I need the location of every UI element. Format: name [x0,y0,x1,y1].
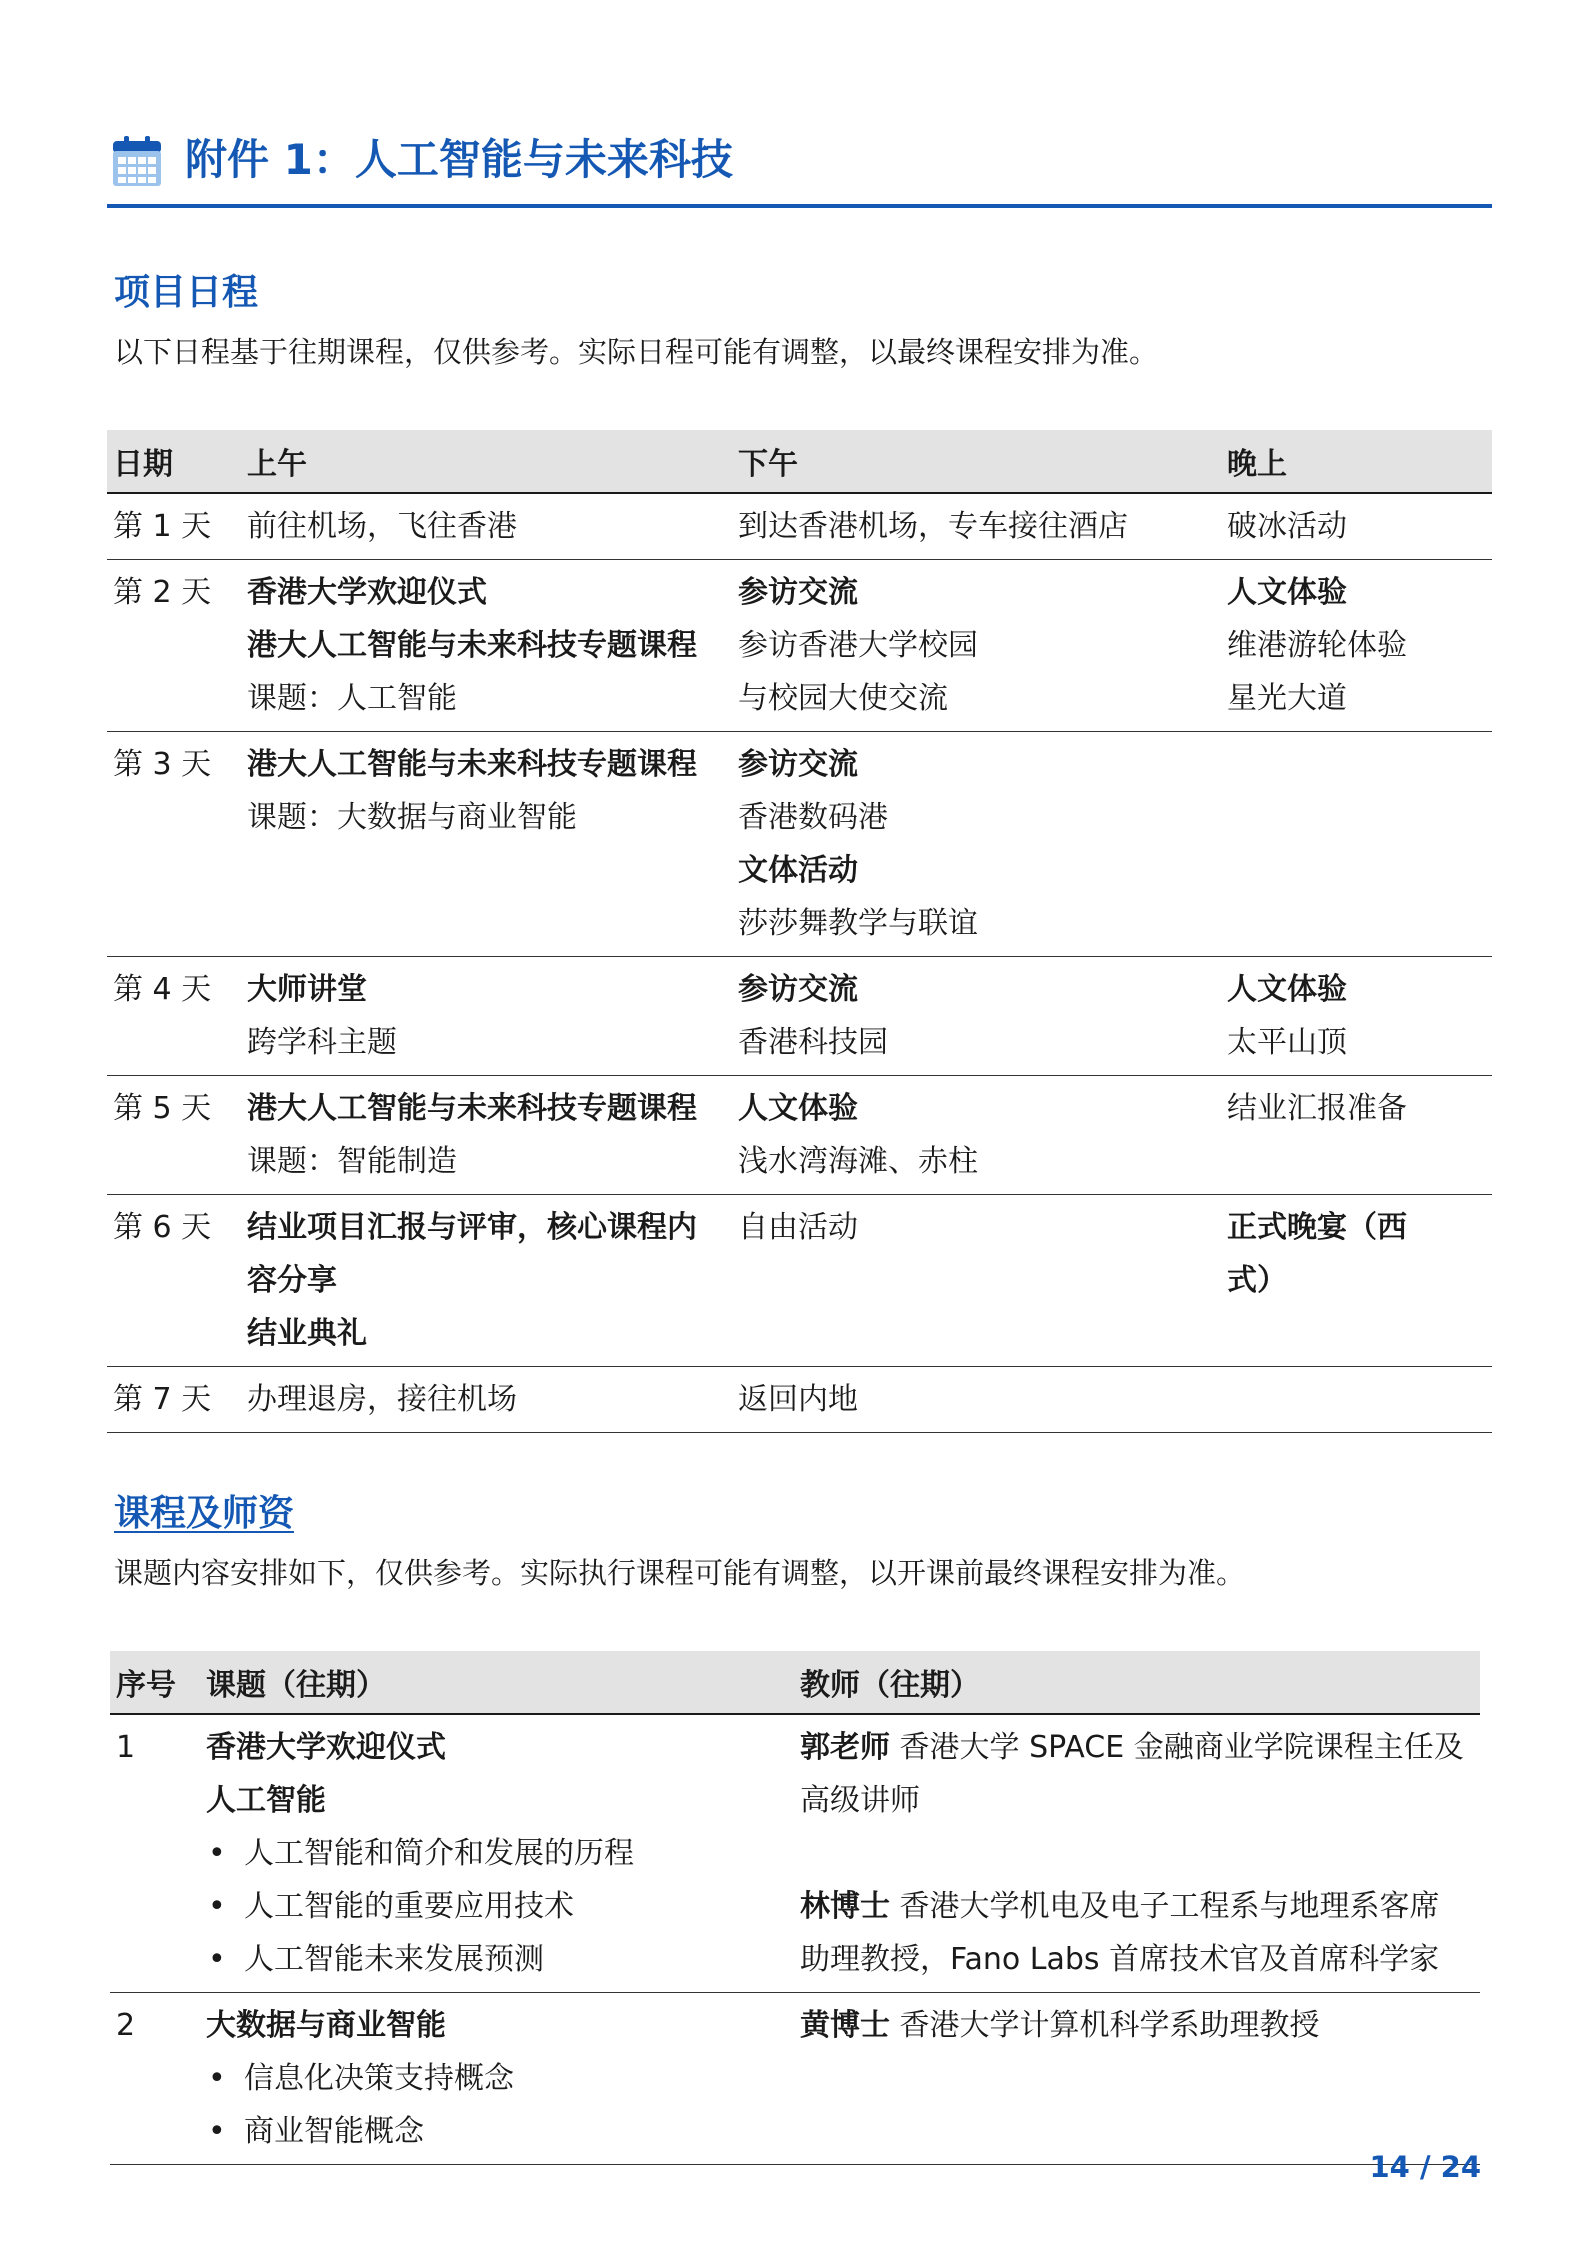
schedule-row [107,1195,1492,1367]
teacher-line [800,1999,1480,2052]
schedule-row [107,957,1492,1076]
schedule-entry: 课题：智能制造 [247,1144,457,1179]
course-teacher-cell [794,1714,1480,1993]
page-title: 附件 1：人工智能与未来科技 [185,135,733,184]
schedule-day-cell: 第 7 天 [107,1367,241,1433]
schedule-entry: 正式晚宴（西 [1227,1210,1407,1245]
calendar-icon [113,136,161,186]
schedule-section-title: 项目日程 [114,272,259,313]
schedule-table [107,430,1492,1433]
course-number-cell: 2 [110,1993,200,2165]
teacher-name: 郭老师 [800,1730,890,1765]
schedule-evening-cell [1221,1076,1492,1195]
schedule-afternoon-cell [732,493,1221,560]
schedule-morning-cell [241,1195,732,1367]
schedule-row [107,560,1492,732]
col-header-date: 日期 [107,430,241,493]
schedule-entry: 到达香港机场，专车接往酒店 [738,509,1128,544]
schedule-entry: 香港数码港 [738,800,888,835]
schedule-entry: 太平山顶 [1227,1025,1347,1060]
course-number-cell: 1 [110,1714,200,1993]
schedule-header-row [107,430,1492,493]
schedule-entry: 参访交流 [738,972,858,1007]
schedule-entry: 人文体验 [1227,972,1347,1007]
schedule-entry: 参访交流 [738,575,858,610]
teacher-line [800,1774,1480,1827]
course-bullet-list [206,1827,794,1986]
schedule-row [107,1076,1492,1195]
header-divider [107,204,1492,208]
schedule-entry: 课题：人工智能 [247,681,457,716]
schedule-evening-cell [1221,560,1492,732]
teacher-description: 助理教授，Fano Labs 首席技术官及首席科学家 [800,1942,1440,1977]
schedule-evening-cell [1221,957,1492,1076]
schedule-entry: 跨学科主题 [247,1025,397,1060]
schedule-entry: 自由活动 [738,1210,858,1245]
schedule-entry: 参访香港大学校园 [738,628,978,663]
teacher-line [800,1880,1480,1933]
page-header [107,122,1492,210]
teacher-line [800,1721,1480,1774]
course-bullet-item: • 商业智能概念 [206,2105,794,2158]
course-topic-title: 香港大学欢迎仪式 [206,1730,446,1765]
col-header-evening: 晚上 [1221,430,1492,493]
course-topic-title: 人工智能 [206,1783,326,1818]
course-topic-title: 大数据与商业智能 [206,2008,446,2043]
course-bullet-list [206,2052,794,2158]
teacher-entry [800,1999,1480,2052]
schedule-entry: 浅水湾海滩、赤柱 [738,1144,978,1179]
course-bullet-item: • 人工智能和简介和发展的历程 [206,1827,794,1880]
schedule-afternoon-cell [732,1195,1221,1367]
course-topic-cell [200,1714,794,1993]
course-bullet-item: • 信息化决策支持概念 [206,2052,794,2105]
col-header-number: 序号 [110,1651,200,1714]
schedule-day-cell: 第 5 天 [107,1076,241,1195]
schedule-afternoon-cell [732,1367,1221,1433]
schedule-day-cell: 第 1 天 [107,493,241,560]
teacher-spacer [800,1827,1480,1880]
schedule-entry: 香港大学欢迎仪式 [247,575,487,610]
schedule-evening-cell [1221,1367,1492,1433]
courses-intro: 课题内容安排如下，仅供参考。实际执行课程可能有调整，以开课前最终课程安排为准。 [114,1556,1246,1590]
col-header-afternoon: 下午 [732,430,1221,493]
col-header-topic: 课题（往期） [200,1651,794,1714]
schedule-entry: 破冰活动 [1227,509,1347,544]
schedule-entry: 文体活动 [738,853,858,888]
teacher-name: 林博士 [800,1889,890,1924]
schedule-evening-cell [1221,1195,1492,1367]
schedule-intro: 以下日程基于往期课程，仅供参考。实际日程可能有调整，以最终课程安排为准。 [114,335,1159,369]
schedule-entry: 香港科技园 [738,1025,888,1060]
schedule-day-cell: 第 4 天 [107,957,241,1076]
courses-section-title: 课程及师资 [114,1493,295,1534]
schedule-morning-cell [241,1076,732,1195]
schedule-morning-cell [241,560,732,732]
teacher-entry [800,1721,1480,1827]
schedule-morning-cell [241,732,732,957]
schedule-entry: 结业汇报准备 [1227,1091,1407,1126]
schedule-afternoon-cell [732,732,1221,957]
schedule-entry: 式） [1227,1263,1287,1298]
schedule-afternoon-cell [732,560,1221,732]
schedule-entry: 星光大道 [1227,681,1347,716]
schedule-entry: 办理退房，接往机场 [247,1382,517,1417]
schedule-entry: 参访交流 [738,747,858,782]
schedule-entry: 港大人工智能与未来科技专题课程 [247,747,697,782]
course-table [110,1651,1480,2165]
teacher-line [800,1933,1480,1986]
course-header-row [110,1651,1480,1714]
page-number: 14 / 24 [1369,2150,1481,2184]
schedule-entry: 港大人工智能与未来科技专题课程 [247,628,697,663]
schedule-afternoon-cell [732,957,1221,1076]
schedule-afternoon-cell [732,1076,1221,1195]
course-row [110,1993,1480,2165]
schedule-morning-cell [241,1367,732,1433]
teacher-name: 黄博士 [800,2008,890,2043]
schedule-entry: 前往机场，飞往香港 [247,509,517,544]
col-header-morning: 上午 [241,430,732,493]
schedule-entry: 容分享 [247,1263,337,1298]
schedule-entry: 莎莎舞教学与联谊 [738,906,978,941]
schedule-day-cell: 第 3 天 [107,732,241,957]
schedule-entry: 港大人工智能与未来科技专题课程 [247,1091,697,1126]
course-bullet-item: • 人工智能未来发展预测 [206,1933,794,1986]
schedule-entry: 维港游轮体验 [1227,628,1407,663]
teacher-description: 高级讲师 [800,1783,920,1818]
schedule-row [107,493,1492,560]
schedule-morning-cell [241,957,732,1076]
teacher-description: 香港大学计算机科学系助理教授 [899,2008,1320,2043]
teacher-description: 香港大学机电及电子工程系与地理系客席 [899,1889,1440,1924]
schedule-day-cell: 第 6 天 [107,1195,241,1367]
schedule-entry: 大师讲堂 [247,972,367,1007]
schedule-morning-cell [241,493,732,560]
course-topic-cell [200,1993,794,2165]
schedule-row [107,732,1492,957]
schedule-entry: 返回内地 [738,1382,858,1417]
schedule-entry: 人文体验 [1227,575,1347,610]
schedule-entry: 结业项目汇报与评审，核心课程内 [247,1210,697,1245]
schedule-entry: 课题：大数据与商业智能 [247,800,577,835]
schedule-entry: 与校园大使交流 [738,681,948,716]
schedule-evening-cell [1221,493,1492,560]
teacher-entry [800,1880,1480,1986]
course-teacher-cell [794,1993,1480,2165]
teacher-description: 香港大学 SPACE 金融商业学院课程主任及 [899,1730,1464,1765]
schedule-evening-cell [1221,732,1492,957]
col-header-teacher: 教师（往期） [794,1651,1480,1714]
schedule-row [107,1367,1492,1433]
schedule-entry: 结业典礼 [247,1316,367,1351]
schedule-day-cell: 第 2 天 [107,560,241,732]
schedule-entry: 人文体验 [738,1091,858,1126]
course-bullet-item: • 人工智能的重要应用技术 [206,1880,794,1933]
course-row [110,1714,1480,1993]
